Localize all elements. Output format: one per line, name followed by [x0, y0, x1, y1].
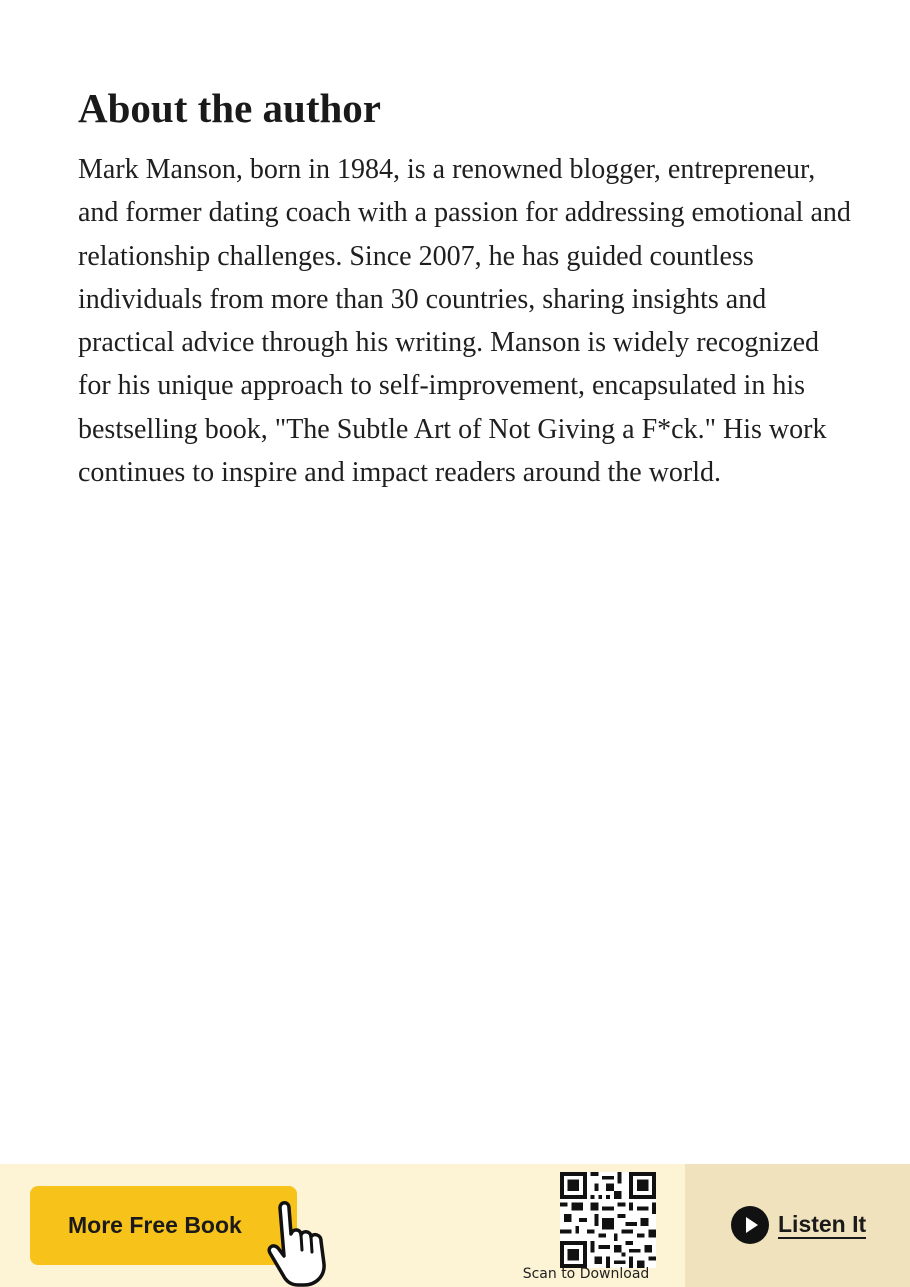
section-heading: About the author [78, 85, 381, 131]
footer-bar [0, 1164, 910, 1287]
listen-it-button[interactable] [730, 1205, 866, 1245]
play-icon [730, 1205, 770, 1245]
more-free-book-button[interactable] [30, 1186, 297, 1265]
more-free-book-label: More Free Book [68, 1212, 242, 1238]
pointing-hand-icon [258, 1188, 348, 1287]
qr-caption: Scan to Download [522, 1266, 650, 1282]
author-section [78, 80, 853, 494]
author-bio: Mark Manson, born in 1984, is a renowned blogger, entrepreneur, and former dating coach with a passion for addressing emotional and relationship challenges. Since 2007, he has guided countless individuals from more than 30 countries, sharing insights and practical advice through his writing. Manson is widely recognized for his unique approach to self-improvement, encapsulated in his bestselling book, "The Subtle Art of Not Giving a F*ck." His work continues to inspire and impact readers around the world. [78, 154, 851, 489]
listen-it-label: Listen It [778, 1211, 867, 1237]
qr-code [560, 1172, 656, 1268]
